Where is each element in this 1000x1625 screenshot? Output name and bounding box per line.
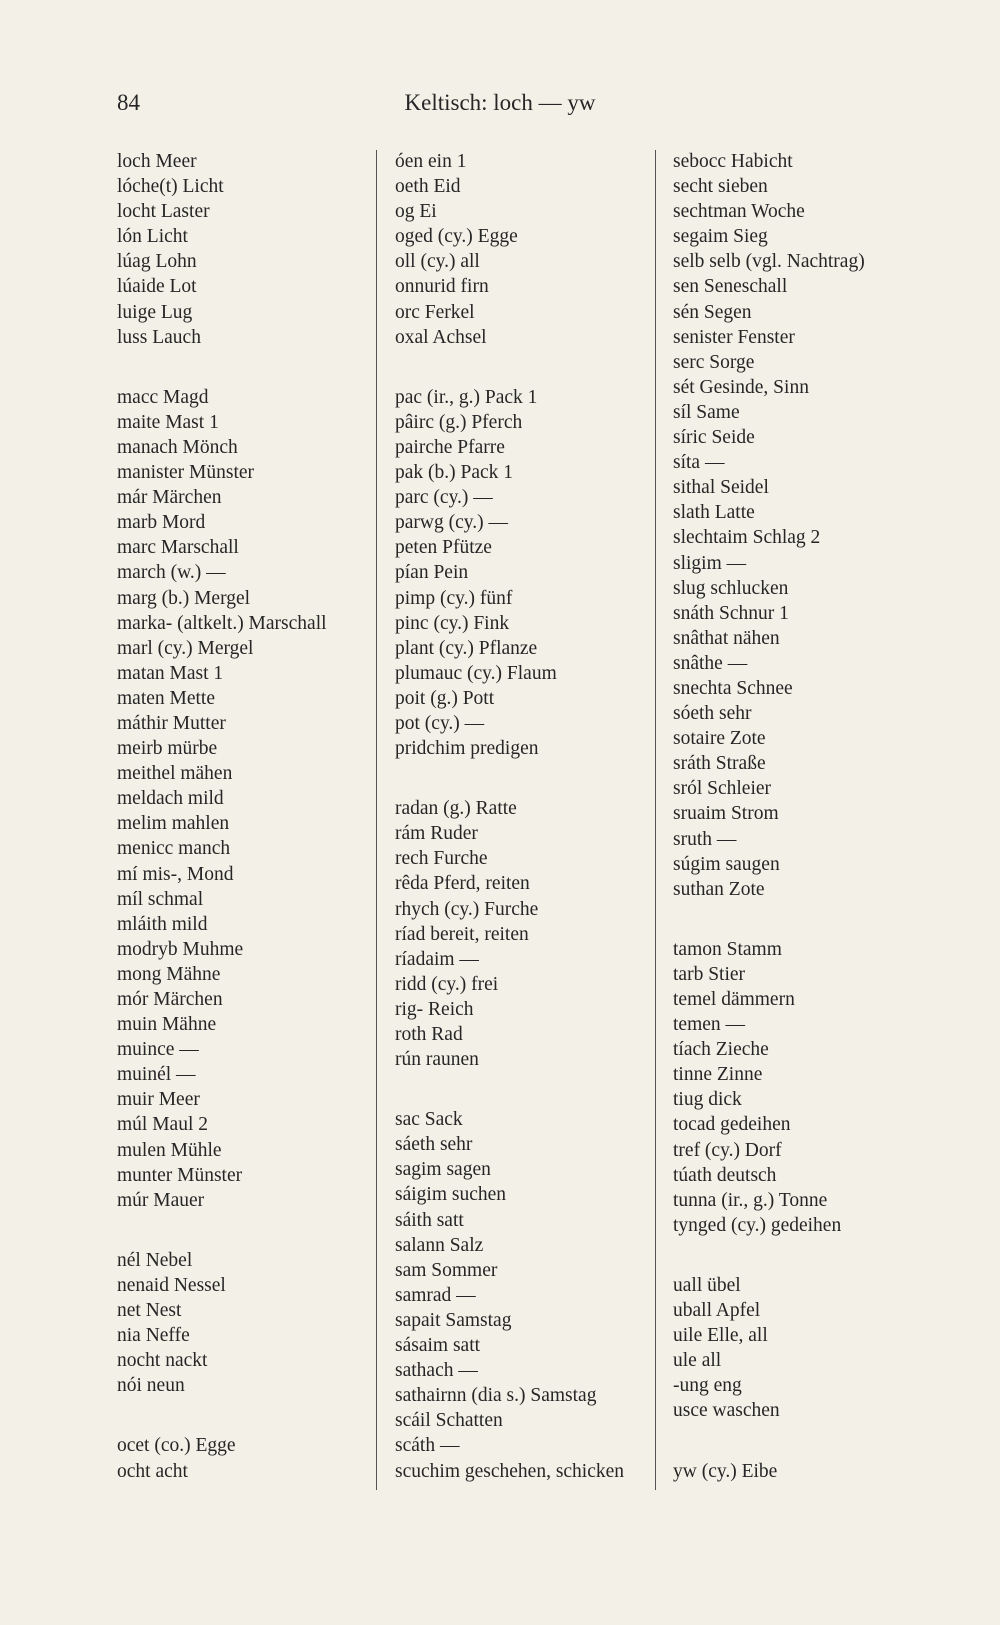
glossary-entry: manister Münster [117,462,255,484]
glossary-entry: og Ei [395,201,437,223]
glossary-entry: oll (cy.) all [395,251,480,273]
glossary-entry: suthan Zote [673,878,765,900]
glossary-entry: sáigim suchen [395,1184,507,1206]
glossary-entry: sathairnn (dia s.) Samstag [395,1385,597,1407]
glossary-entry: marc Marschall [117,537,239,559]
glossary-entry: máthir Mutter [117,712,226,734]
glossary-entry: ocht acht [117,1460,188,1482]
glossary-entry: marb Mord [117,512,206,534]
glossary-entry: múl Maul 2 [117,1114,208,1136]
glossary-entry: lóche(t) Licht [117,176,224,198]
glossary-entry: plant (cy.) Pflanze [395,637,538,659]
glossary-entry: scáth — [395,1435,460,1457]
glossary-entry: pridchim predigen [395,738,539,760]
glossary-entry: rech Furche [395,848,488,870]
glossary-entry: sac Sack [395,1109,463,1131]
glossary-entry: muinél — [117,1064,196,1086]
glossary-entry: onnurid firn [395,276,489,298]
glossary-entry: pinc (cy.) Fink [395,612,510,634]
glossary-entry: snechta Schnee [673,677,793,699]
glossary-entry: usce waschen [673,1400,780,1422]
section-gap [673,1424,928,1459]
glossary-entry: sechtman Woche [673,201,805,223]
glossary-entry: mláith mild [117,913,208,935]
glossary-entry: slath Latte [673,502,755,524]
glossary-entry: meithel mähen [117,763,233,785]
glossary-entry: orc Ferkel [395,301,475,323]
glossary-entry: maten Mette [117,687,216,709]
glossary-entry: pak (b.) Pack 1 [395,462,514,484]
glossary-entry: loch Meer [117,151,197,172]
column-divider [376,150,377,1490]
glossary-entry: temel dämmern [673,989,795,1010]
glossary-entry: oeth Eid [395,176,461,198]
glossary-entry: secht sieben [673,176,768,198]
glossary-entry: múr Mauer [117,1189,205,1211]
glossary-entry: serc Sorge [673,351,755,373]
section-gap [117,350,372,385]
glossary-entry: muince — [117,1039,199,1061]
section-gap [673,902,928,937]
glossary-entry: tocad gedeihen [673,1114,791,1136]
glossary-entry: uall übel [673,1274,741,1296]
running-head: Keltisch: loch — yw [404,90,596,115]
glossary-entry: oged (cy.) Egge [395,226,518,248]
glossary-entry: marg (b.) Mergel [117,587,251,609]
glossary-entry: rún raunen [395,1049,479,1071]
glossary-entry: sen Seneschall [673,276,788,298]
glossary-entry: lúaide Lot [117,276,197,298]
glossary-column-2 [395,149,650,1484]
glossary-entry: muir Meer [117,1089,200,1111]
section-gap [673,1238,928,1273]
glossary-entry: muin Mähne [117,1014,217,1036]
glossary-entry: snâthat nähen [673,627,780,649]
glossary-entry: ríadaim — [395,948,479,970]
glossary-entry: nél Nebel [117,1249,193,1271]
glossary-entry: mong Mähne [117,963,221,985]
glossary-entry: lúag Lohn [117,251,197,273]
glossary-entry: sruth — [673,828,737,850]
glossary-entry: roth Rad [395,1024,463,1045]
glossary-entry: modryb Muhme [117,938,244,960]
glossary-entry: radan (g.) Ratte [395,798,517,820]
glossary-entry: uile Elle, all [673,1325,768,1347]
glossary-entry: yw (cy.) Eibe [673,1460,778,1482]
glossary-entry: rig- Reich [395,998,474,1020]
glossary-entry: snâthe — [673,652,748,674]
glossary-entry: sráth Straße [673,753,766,775]
glossary-entry: mí mis-, Mond [117,863,234,885]
glossary-entry: óen ein 1 [395,151,467,172]
glossary-entry: munter Münster [117,1164,243,1186]
glossary-entry: nenaid Nessel [117,1274,226,1296]
glossary-entry: pairche Pfarre [395,436,505,458]
glossary-entry: míl schmal [117,888,204,910]
section-gap [395,761,650,796]
glossary-entry: samrad — [395,1284,476,1306]
glossary-entry: temen — [673,1014,746,1036]
glossary-entry: síl Same [673,401,740,423]
glossary-entry: sóeth sehr [673,703,752,725]
glossary-entry: luss Lauch [117,326,201,348]
glossary-entry: sithal Seidel [673,477,769,499]
section-gap [395,1072,650,1107]
glossary-entry: sathach — [395,1360,478,1382]
glossary-entry: scáil Schatten [395,1410,503,1432]
glossary-entry: melim mahlen [117,813,230,835]
glossary-entry: sásaim satt [395,1335,481,1357]
glossary-entry: march (w.) — [117,562,226,584]
glossary-entry: macc Magd [117,386,209,408]
glossary-entry: luige Lug [117,301,193,323]
glossary-entry: ridd (cy.) frei [395,973,499,995]
glossary-entry: marka- (altkelt.) Marschall [117,612,327,634]
glossary-entry: parwg (cy.) — [395,512,508,534]
glossary-entry: menicc manch [117,838,231,860]
glossary-entry: sapait Samstag [395,1309,512,1331]
glossary-entry: tynged (cy.) gedeihen [673,1214,842,1236]
glossary-entry: parc (cy.) — [395,487,493,509]
glossary-entry: uball Apfel [673,1300,761,1322]
glossary-entry: scuchim geschehen, schicken [395,1460,625,1482]
glossary-entry: rhych (cy.) Furche [395,898,539,920]
glossary-entry: meirb mürbe [117,738,218,760]
glossary-entry: síta — [673,452,725,474]
glossary-entry: már Märchen [117,487,222,509]
glossary-entry: nocht nackt [117,1350,208,1372]
glossary-entry: oxal Achsel [395,326,487,348]
glossary-entry: nói neun [117,1375,185,1397]
glossary-entry: ríad bereit, reiten [395,923,529,945]
glossary-entry: tamon Stamm [673,938,782,960]
glossary-entry: rêda Pferd, reiten [395,873,530,895]
glossary-entry: -ung eng [673,1375,742,1397]
glossary-entry: senister Fenster [673,326,795,348]
glossary-entry: tref (cy.) Dorf [673,1139,782,1161]
glossary-entry: mulen Mühle [117,1139,222,1161]
section-gap [395,350,650,385]
glossary-entry: tiug dick [673,1089,742,1111]
glossary-entry: tinne Zinne [673,1064,763,1086]
glossary-entry: selb selb (vgl. Nachtrag) [673,251,865,273]
glossary-entry: sét Gesinde, Sinn [673,376,809,398]
glossary-entry: rám Ruder [395,823,478,845]
glossary-entry: salann Salz [395,1234,484,1256]
section-gap [117,1213,372,1248]
glossary-entry: pían Pein [395,562,469,584]
glossary-entry: tunna (ir., g.) Tonne [673,1189,828,1211]
glossary-entry: marl (cy.) Mergel [117,637,254,659]
glossary-entry: sagim sagen [395,1159,491,1181]
glossary-entry: sligim — [673,552,747,574]
glossary-entry: lón Licht [117,226,188,248]
glossary-entry: pâirc (g.) Pferch [395,411,523,433]
glossary-entry: peten Pfütze [395,537,492,559]
glossary-entry: súgim saugen [673,853,780,875]
glossary-entry: pot (cy.) — [395,712,485,734]
glossary-entry: ule all [673,1350,722,1372]
glossary-entry: manach Mönch [117,436,238,458]
glossary-entry: sruaim Strom [673,803,779,825]
glossary-entry: slug schlucken [673,577,789,599]
glossary-entry: segaim Sieg [673,226,768,248]
glossary-entry: maite Mast 1 [117,411,219,433]
glossary-entry: pimp (cy.) fünf [395,587,513,609]
glossary-entry: net Nest [117,1300,182,1322]
section-gap [117,1398,372,1433]
glossary-entry: slechtaim Schlag 2 [673,527,821,549]
glossary-entry: pac (ir., g.) Pack 1 [395,386,538,408]
glossary-entry: plumauc (cy.) Flaum [395,662,557,684]
glossary-entry: sam Sommer [395,1259,498,1281]
glossary-entry: matan Mast 1 [117,662,224,684]
glossary-entry: snáth Schnur 1 [673,602,789,624]
glossary-column-3 [673,149,928,1484]
glossary-entry: ocet (co.) Egge [117,1435,236,1457]
glossary-entry: túath deutsch [673,1164,777,1186]
glossary-entry: sáeth sehr [395,1134,473,1156]
glossary-entry: tarb Stier [673,963,746,985]
glossary-entry: poit (g.) Pott [395,687,495,709]
glossary-entry: sebocc Habicht [673,151,793,172]
glossary-entry: nia Neffe [117,1325,190,1347]
page-header [0,90,1000,124]
glossary-column-1 [117,149,372,1484]
glossary-entry: mór Märchen [117,989,223,1010]
glossary-entry: sén Segen [673,301,752,323]
glossary-entry: tíach Zieche [673,1039,769,1061]
glossary-entry: sáith satt [395,1209,464,1231]
page-number: 84 [117,90,140,115]
glossary-entry: síric Seide [673,427,755,449]
glossary-entry: sotaire Zote [673,728,766,750]
glossary-entry: meldach mild [117,788,224,810]
column-divider [655,150,656,1490]
glossary-entry: sról Schleier [673,778,772,800]
glossary-entry: locht Laster [117,201,210,223]
